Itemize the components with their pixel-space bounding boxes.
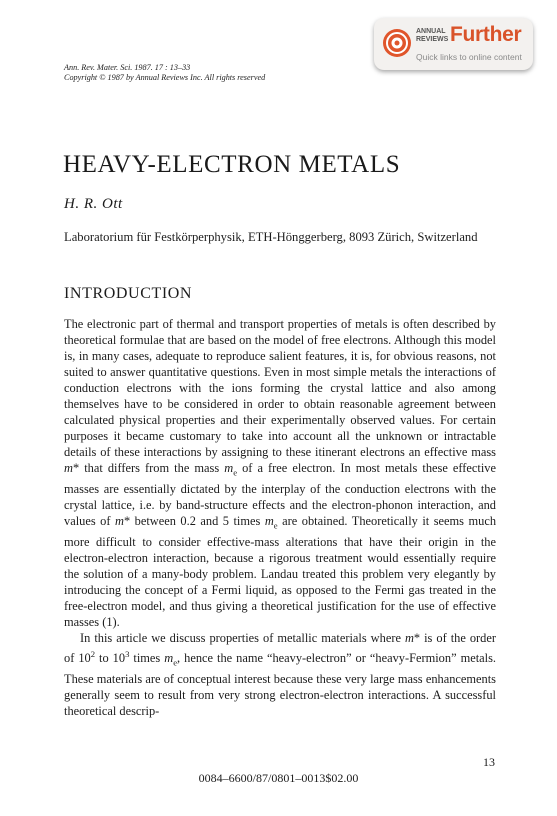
article-body <box>64 316 496 719</box>
body-paragraph: In this article we discuss properties of metallic materials where m* is of the order of $10^2$ to $10^3$ times $m_e$, hence the name “heavy-electron” or “heavy-Fermion” metals. These materials are of conceptual interest because these very large mass enhancements generally seem to result from very strong electron-electron interactions. A successful theoretical descrip- <box>64 630 497 718</box>
annual-reviews-logo-icon <box>383 29 411 57</box>
badge-publisher-line2: REVIEWS <box>416 36 449 43</box>
author-affiliation: Laboratorium für Festkörperphysik, ETH-Hönggerberg, 8093 Zürich, Switzerland <box>64 230 478 244</box>
article-title: HEAVY-ELECTRON METALS <box>63 151 401 178</box>
journal-citation <box>64 63 265 83</box>
article-code-footer: 0084–6600/87/0801–0013$02.00 <box>198 771 359 785</box>
annual-reviews-further-badge[interactable] <box>374 18 533 70</box>
badge-publisher-line1: ANNUAL <box>416 28 446 35</box>
page-number: 13 <box>483 755 495 769</box>
badge-subtitle: Quick links to online content <box>416 52 522 62</box>
body-paragraph: The electronic part of thermal and transport properties of metals is often described by theoretical formulae that are based on the model of free electrons. Although this model is, in many cases, adequate to reproduce salient features, it is, for obvious reasons, not suited to answer quantitative questions. Even in most simple metals the interactions of conduction electrons with the ions forming the crystal lattice and also among themselves have to be considered in order to obtain reasonable agreement between calculated physical properties and their experimentally observed values. For certain purposes it became customary to take into account all the unknown or intractable details of these interactions by assigning to these itinerant electrons an effective mass m* that differs from the mass $m_e$ of a free electron. In most metals these effective masses are essentially dictated by the interplay of the conduction electrons with the crystal lattice, i.e. by band-structure effects and the electron-phonon interaction, and values of m* between 0.2 and 5 times $m_e$ are obtained. Theoretically it seems much more difficult to consider effective-mass alterations that have their origin in the electron-electron interaction, because a rigorous treatment would essentially require the solution of a many-body problem. Landau treated this problem very elegantly by introducing the concept of a Fermi liquid, as opposed to the Fermi gas treated in the free-electron model, and thus giving a theoretical justification for the use of effective masses (1). <box>64 317 497 629</box>
citation-journal-line: Ann. Rev. Mater. Sci. 1987. 17 : 13–33 <box>64 63 191 72</box>
article-author: H. R. Ott <box>64 196 123 212</box>
badge-publisher-name <box>416 28 449 44</box>
badge-further-label: Further <box>450 23 522 46</box>
citation-copyright-line: Copyright © 1987 by Annual Reviews Inc. All rights reserved <box>64 73 266 82</box>
section-heading-introduction: INTRODUCTION <box>64 285 193 302</box>
